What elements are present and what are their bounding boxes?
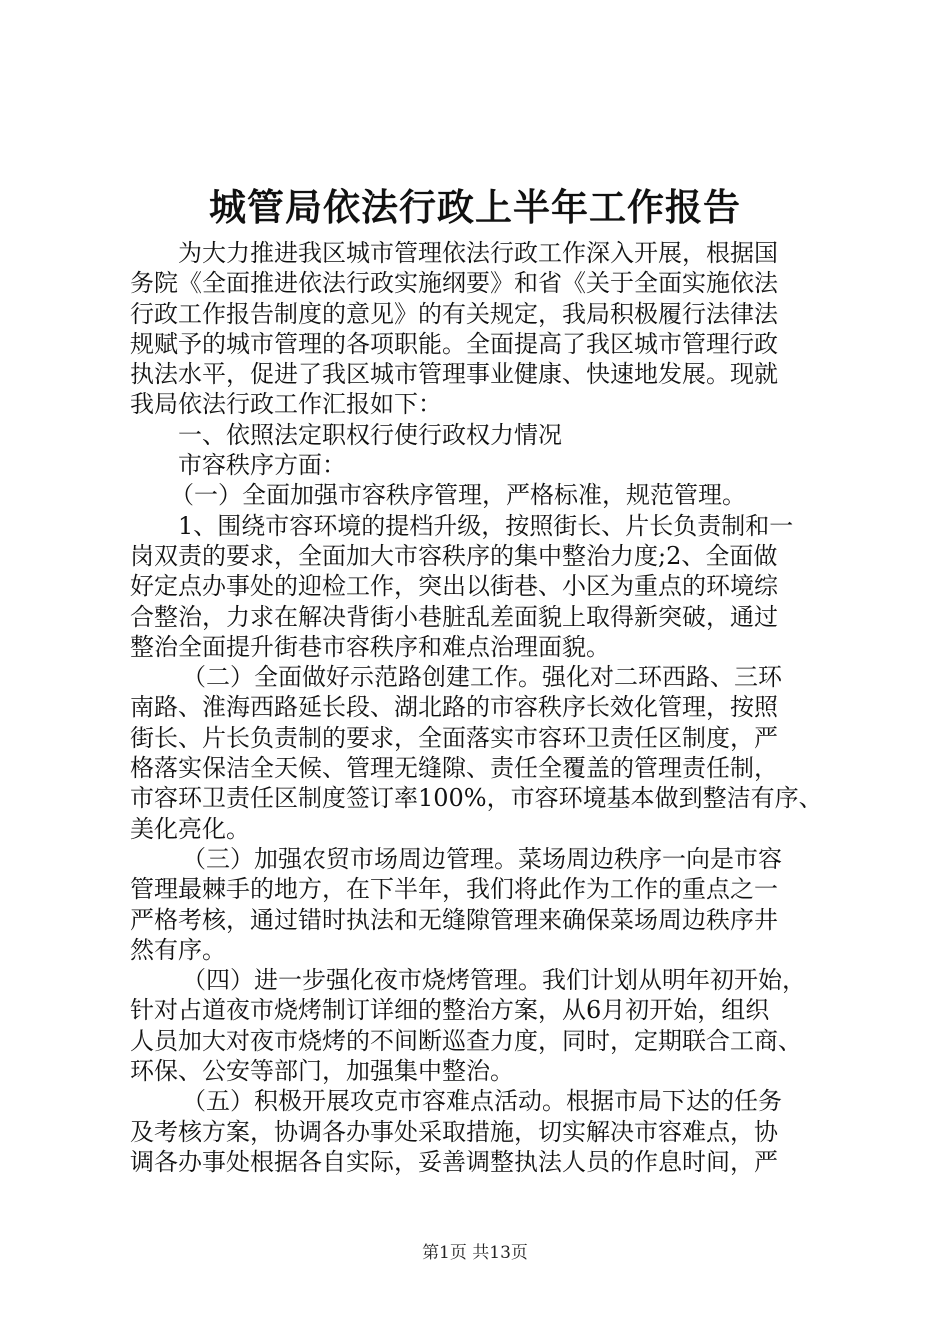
page-footer: 第1页 共13页 [422,1243,528,1263]
paragraph-line: 执法水平，促进了我区城市管理事业健康、快速地发展。现就 [130,360,778,389]
paragraph-line: 人员加大对夜市烧烤的不间断巡查力度，同时，定期联合工商、 [130,1026,802,1055]
document-body [130,238,830,1177]
paragraph-line: （二）全面做好示范路创建工作。强化对二环西路、三环 [182,663,782,692]
paragraph-line: 针对占道夜市烧烤制订详细的整治方案，从6月初开始，组织 [130,996,770,1025]
paragraph-line: 我局依法行政工作汇报如下： [130,390,442,419]
paragraph-line: 严格考核，通过错时执法和无缝隙管理来确保菜场周边秩序井 [130,905,778,934]
paragraph-line: 然有序。 [130,935,226,964]
paragraph-line: 南路、淮海西路延长段、湖北路的市容秩序长效化管理，按照 [130,693,778,722]
paragraph-line: 规赋予的城市管理的各项职能。全面提高了我区城市管理行政 [130,329,778,358]
paragraph-line: 调各办事处根据各自实际，妥善调整执法人员的作息时间，严 [130,1147,778,1176]
paragraph-line: （三）加强农贸市场周边管理。菜场周边秩序一向是市容 [182,844,782,873]
subsection-heading: 市容秩序方面： [178,451,346,480]
paragraph-line: 务院《全面推进依法行政实施纲要》和省《关于全面实施依法 [130,269,778,298]
paragraph-line: 好定点办事处的迎检工作，突出以街巷、小区为重点的环境综 [130,572,778,601]
item-heading: （一）全面加强市容秩序管理，严格标准，规范管理。 [170,481,746,510]
paragraph-line: 街长、片长负责制的要求，全面落实市容环卫责任区制度，严 [130,723,778,752]
paragraph-line: 合整治，力求在解决背街小巷脏乱差面貌上取得新突破，通过 [130,602,778,631]
paragraph-line: 环保、公安等部门，加强集中整治。 [130,1057,514,1086]
paragraph-line: 市容环卫责任区制度签订率100%，市容环境基本做到整洁有序、 [130,784,823,813]
paragraph-line: （四）进一步强化夜市烧烤管理。我们计划从明年初开始， [182,966,806,995]
paragraph-line: 行政工作报告制度的意见》的有关规定，我局积极履行法律法 [130,299,778,328]
paragraph-line: 管理最棘手的地方，在下半年，我们将此作为工作的重点之一 [130,875,778,904]
paragraph-line: 及考核方案，协调各办事处采取措施，切实解决市容难点，协 [130,1117,778,1146]
section-heading: 一、依照法定职权行使行政权力情况 [178,420,562,449]
paragraph-line: 为大力推进我区城市管理依法行政工作深入开展，根据国 [178,239,778,267]
document-title: 城管局依法行政上半年工作报告 [209,185,741,229]
paragraph-line: （五）积极开展攻克市容难点活动。根据市局下达的任务 [182,1087,782,1116]
paragraph-line: 格落实保洁全天候、管理无缝隙、责任全覆盖的管理责任制， [130,754,778,783]
paragraph-line: 美化亮化。 [130,814,250,843]
paragraph-line: 整治全面提升街巷市容秩序和难点治理面貌。 [130,632,610,661]
paragraph-line: 1、围绕市容环境的提档升级，按照街长、片长负责制和一 [178,511,794,540]
paragraph-line: 岗双责的要求，全面加大市容秩序的集中整治力度;2、全面做 [130,541,778,570]
